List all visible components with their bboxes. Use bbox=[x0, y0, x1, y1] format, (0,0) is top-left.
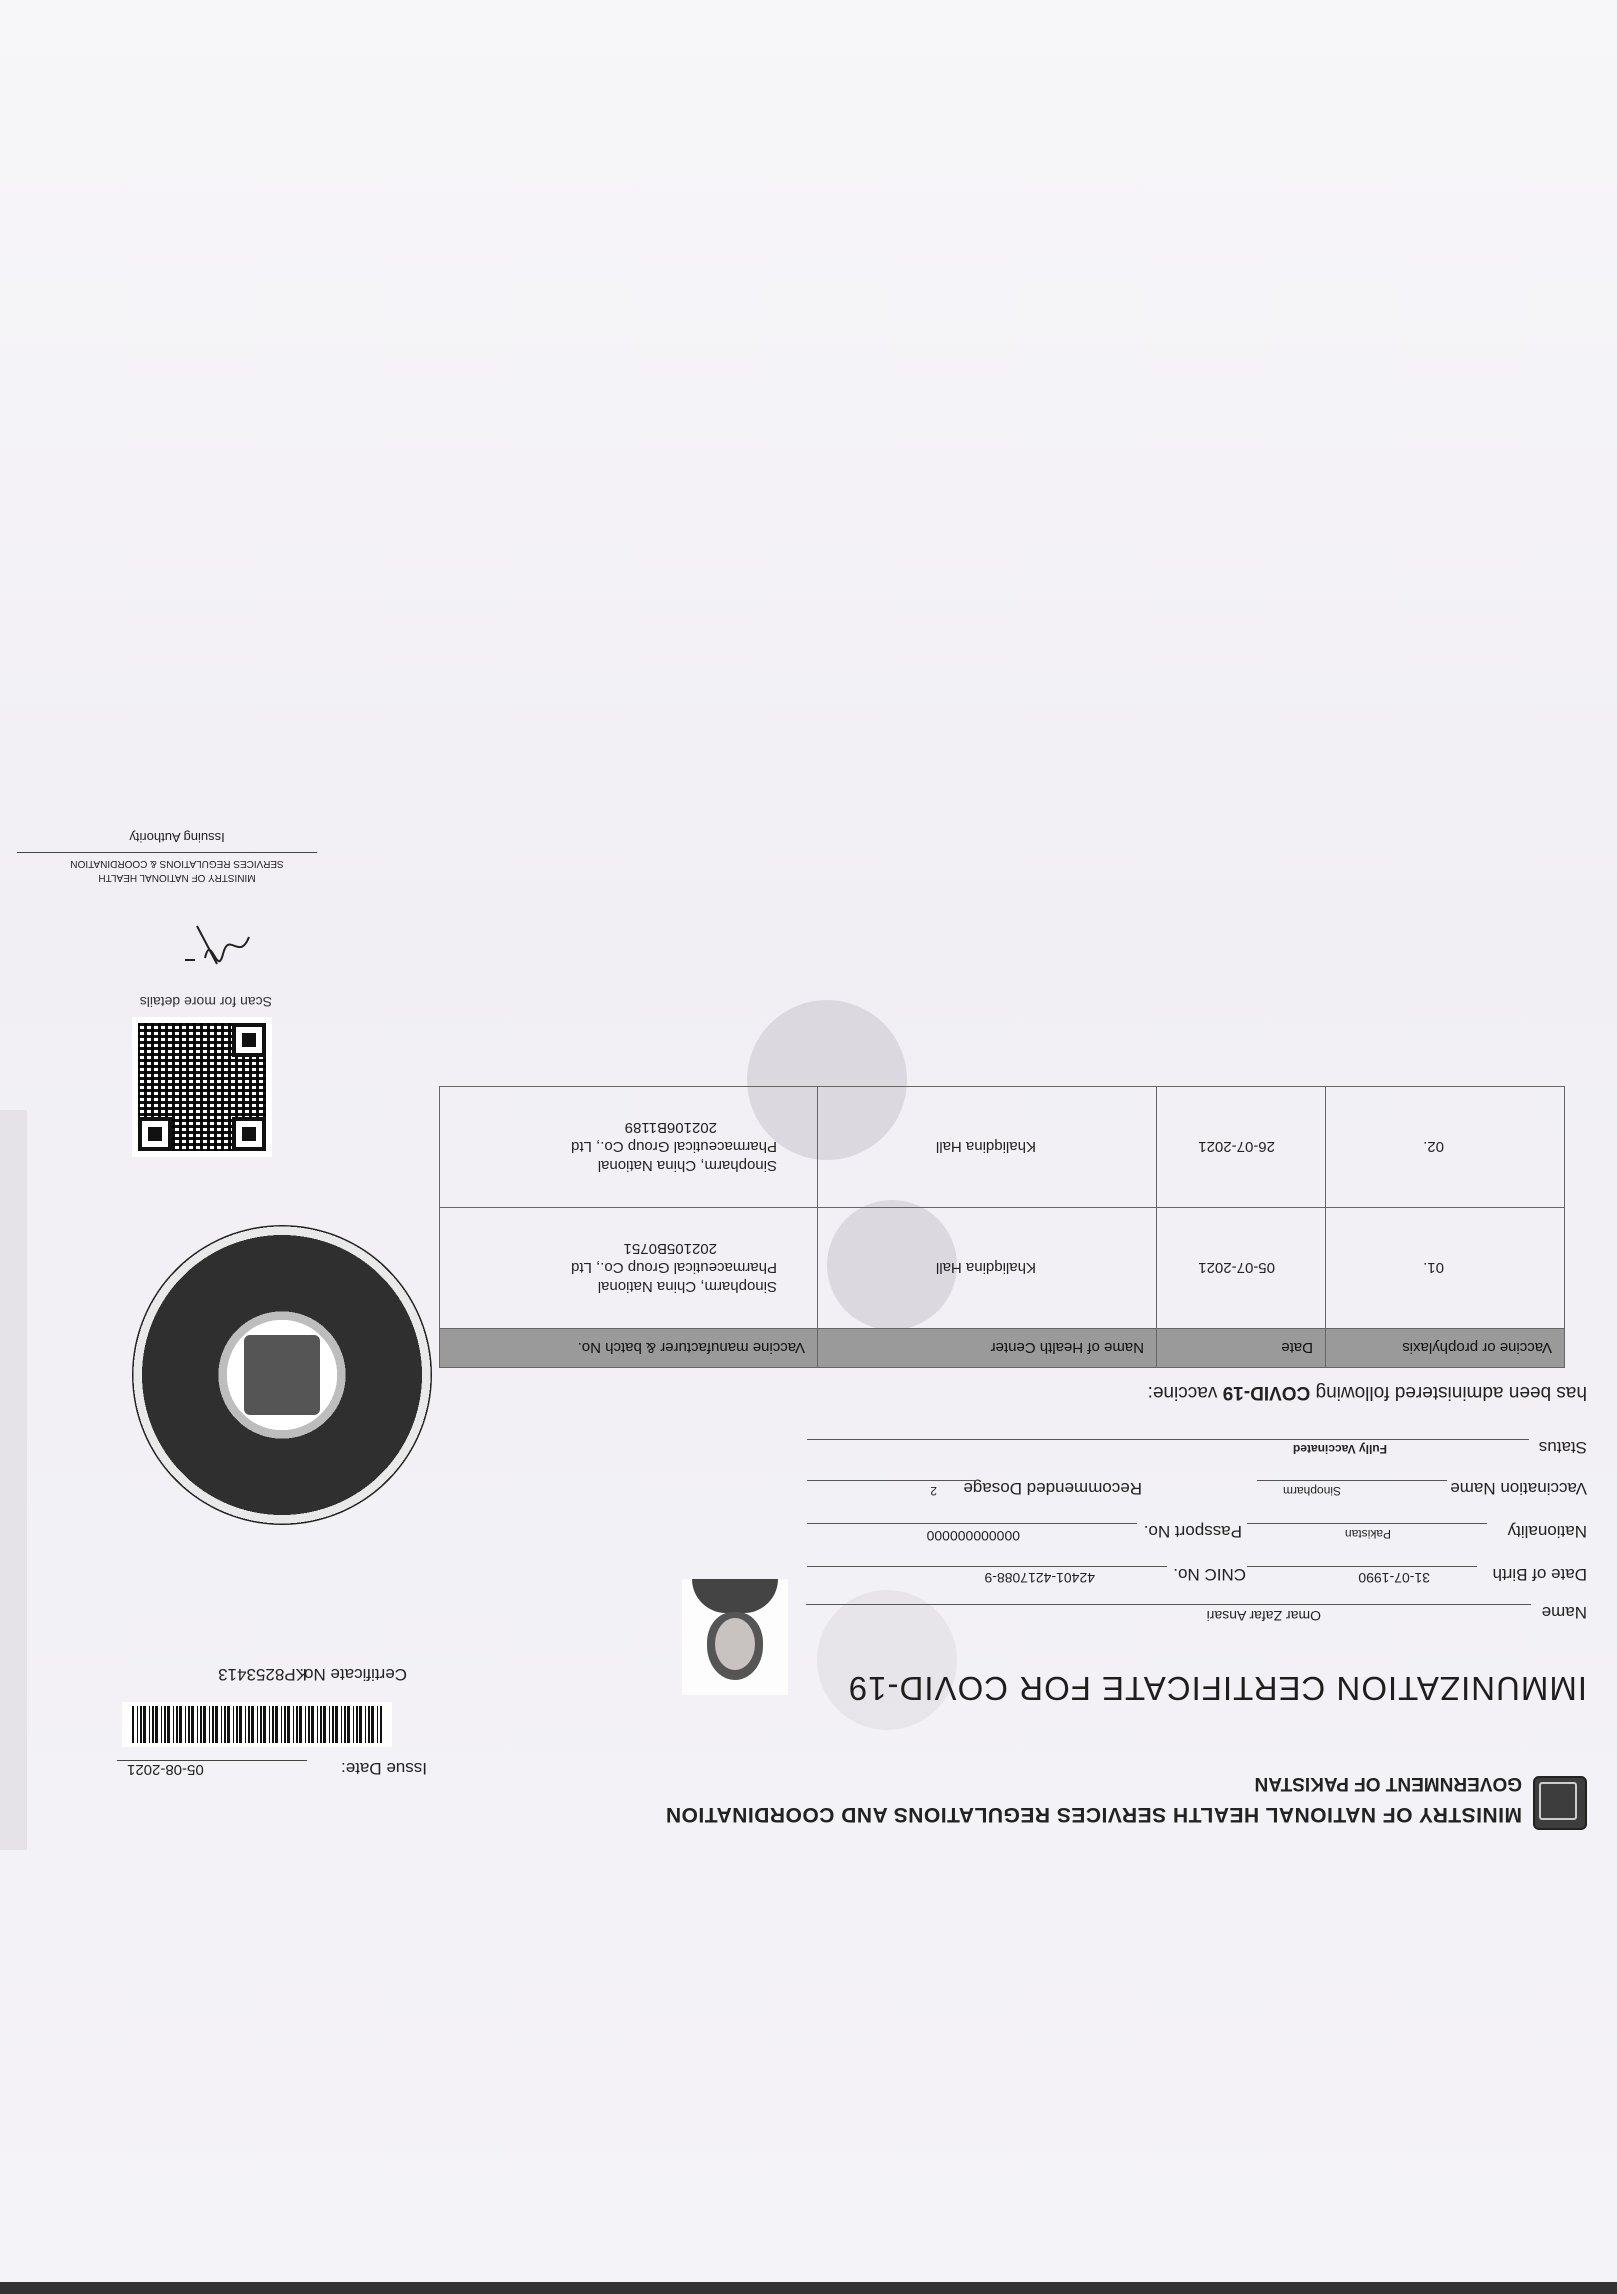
certificate-number: KP8253413 bbox=[218, 1665, 307, 1684]
table-header: Date bbox=[1157, 1329, 1326, 1368]
administered-text bbox=[1148, 1381, 1587, 1403]
dose-date: 05-07-2021 bbox=[1157, 1208, 1326, 1329]
cnic-value: 42401-4217088-9 bbox=[984, 1570, 1095, 1586]
cnic-label: CNIC No. bbox=[1173, 1565, 1246, 1584]
table-header-row bbox=[440, 1329, 1565, 1368]
dose-date: 26-07-2021 bbox=[1157, 1087, 1326, 1208]
health-center: Khaliqdina Hall bbox=[818, 1208, 1157, 1329]
health-center: Khaliqdina Hall bbox=[818, 1087, 1157, 1208]
emblem-icon bbox=[1533, 1776, 1587, 1830]
manufacturer-cell bbox=[440, 1087, 818, 1208]
dosage-label: Recommended Dosage bbox=[963, 1479, 1142, 1498]
dose-number: 02. bbox=[1326, 1087, 1565, 1208]
manufacturer: Sinopharm, China National Pharmaceutical Group Co., Ltd bbox=[571, 1259, 777, 1296]
table-header: Name of Health Center bbox=[818, 1329, 1157, 1368]
name-label: Name bbox=[1541, 1603, 1587, 1622]
table-row bbox=[440, 1208, 1565, 1329]
issue-date-label: Issue Date: bbox=[341, 1759, 427, 1778]
passport-line bbox=[807, 1523, 1137, 1524]
government-title: GOVERNMENT OF PAKISTAN bbox=[1254, 1773, 1522, 1794]
scan-hint: Scan for more details bbox=[139, 994, 272, 1010]
manufacturer-cell bbox=[440, 1208, 818, 1329]
administered-suffix: vaccine: bbox=[1147, 1382, 1218, 1403]
vaccination-table bbox=[439, 1086, 1565, 1368]
authority-line-1: MINISTRY OF NATIONAL HEALTH bbox=[98, 872, 256, 883]
dob-label: Date of Birth bbox=[1492, 1565, 1587, 1584]
cnic-line bbox=[807, 1566, 1167, 1567]
name-line bbox=[806, 1604, 1531, 1605]
ministry-title: MINISTRY OF NATIONAL HEALTH SERVICES REGULATIONS AND COORDINATION bbox=[665, 1803, 1522, 1826]
table-header: Vaccine manufacturer & batch No. bbox=[440, 1329, 818, 1368]
status-label: Status bbox=[1538, 1438, 1587, 1457]
watermark-virus-icon bbox=[817, 1590, 957, 1730]
nationality-line bbox=[1247, 1523, 1487, 1524]
edge-band bbox=[0, 1110, 27, 1850]
vaccination-line bbox=[1257, 1480, 1447, 1481]
nationality-value: Pakistan bbox=[1344, 1527, 1391, 1541]
manufacturer: Sinopharm, China National Pharmaceutical Group Co., Ltd bbox=[571, 1138, 777, 1175]
signature bbox=[177, 922, 257, 972]
barcode bbox=[122, 1702, 392, 1747]
batch-number: 202106B1189 bbox=[624, 1119, 717, 1137]
qr-code bbox=[132, 1017, 272, 1157]
vaccination-label: Vaccination Name bbox=[1450, 1479, 1587, 1498]
passport-value: 000000000000 bbox=[926, 1528, 1020, 1544]
certificate-number-label: Certificate No. bbox=[299, 1665, 407, 1684]
vaccination-value: Sinopharm bbox=[1282, 1484, 1341, 1498]
authority-divider bbox=[17, 852, 317, 853]
table-row bbox=[440, 1087, 1565, 1208]
authority-line-2: SERVICES REGULATIONS & COORDINATION bbox=[70, 858, 284, 869]
issuing-authority: Issuing Authority bbox=[129, 830, 225, 845]
status-line bbox=[807, 1439, 1529, 1440]
issue-date: 05-08-2021 bbox=[117, 1760, 307, 1778]
batch-number: 202105B0751 bbox=[623, 1240, 717, 1258]
dose-number: 01. bbox=[1326, 1208, 1565, 1329]
dob-value: 31-07-1990 bbox=[1358, 1570, 1430, 1586]
scan-edge bbox=[0, 2282, 1617, 2294]
dob-line bbox=[1247, 1566, 1477, 1567]
administered-vaccine: COVID-19 bbox=[1222, 1382, 1311, 1403]
table-header: Vaccine or prophylaxis bbox=[1326, 1329, 1565, 1368]
administered-prefix: has been administered following bbox=[1315, 1382, 1587, 1403]
certificate-title: IMMUNIZATION CERTIFICATE FOR COVID-19 bbox=[847, 1670, 1587, 1707]
seal-icon bbox=[132, 1225, 432, 1525]
name-value: Omar Zafar Ansari bbox=[1206, 1608, 1321, 1624]
holder-photo bbox=[682, 1579, 788, 1695]
nationality-label: Nationality bbox=[1507, 1522, 1587, 1541]
status-value: Fully Vaccinated bbox=[1292, 1442, 1387, 1456]
dosage-line bbox=[807, 1480, 977, 1481]
certificate bbox=[0, 830, 1617, 1850]
passport-label: Passport No. bbox=[1143, 1522, 1242, 1541]
dosage-value: 2 bbox=[930, 1484, 937, 1498]
